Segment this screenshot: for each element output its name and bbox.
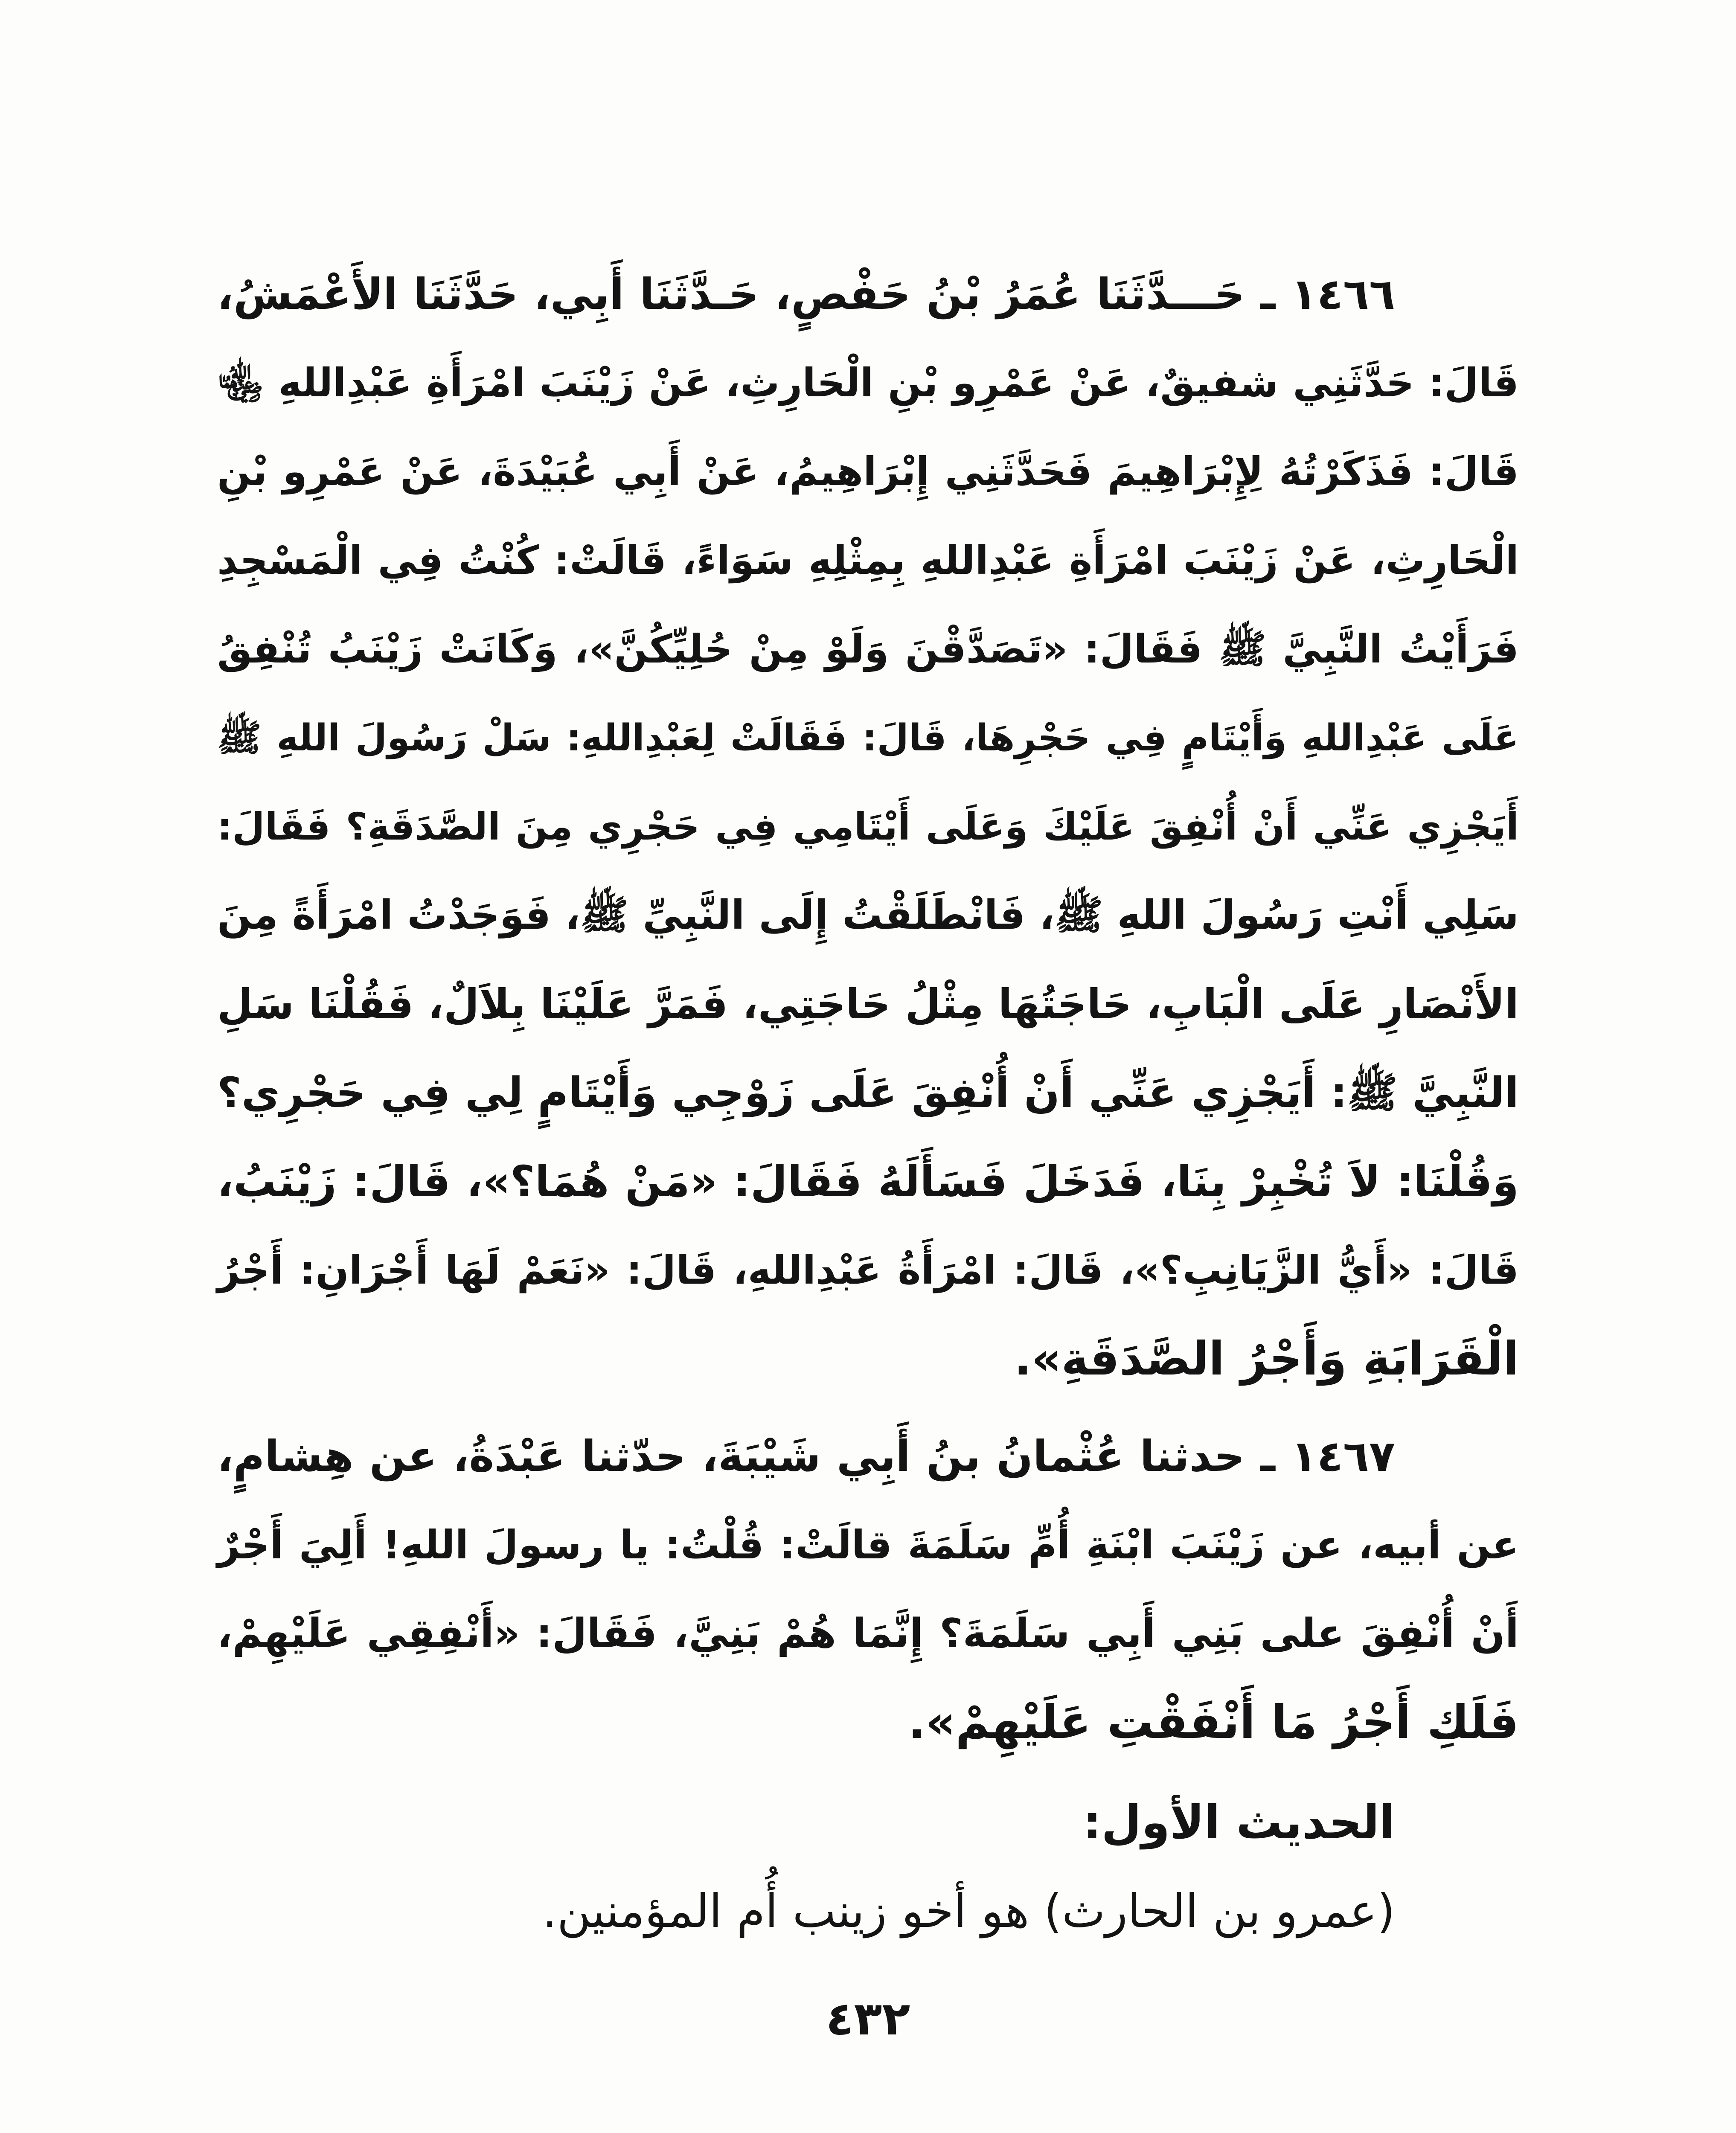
hadith-text-line: أَيَجْزِي عَنِّي أَنْ أُنْفِقَ عَلَيْكَ وَعَلَى أَيْتَامِي فِي حَجْرِي مِنَ الصَّدَقَةِ؟ فَقَالَ: bbox=[217, 805, 1519, 849]
hadith-text-line bbox=[217, 1412, 1519, 1501]
hadith-text-line: قَالَ: حَدَّثَنِي شفيقٌ، عَنْ عَمْرِو بْنِ الْحَارِثِ، عَنْ زَيْنَبَ امْرَأَةِ عَبْدِاللهِ ﵄ bbox=[217, 360, 1519, 406]
page-number: ٤٣٢ bbox=[826, 1992, 910, 2046]
hadith-text-line: الْقَرَابَةِ وَأَجْرُ الصَّدَقَةِ». bbox=[1014, 1332, 1519, 1386]
hadith-text: ـ حَـــدَّثَنَا عُمَرُ بْنُ حَفْصٍ، حَـدَّثَنَا أَبِي، حَدَّثَنَا الأَعْمَشُ، bbox=[217, 269, 1276, 319]
hadith-text-line: قَالَ: فَذَكَرْتُهُ لِإِبْرَاهِيمَ فَحَدَّثَنِي إِبْرَاهِيمُ، عَنْ أَبِي عُبَيْدَةَ، عَنْ عَمْرِو بْنِ bbox=[217, 449, 1519, 494]
hadith-text-line: أَنْ أُنْفِقَ على بَنِي أَبِي سَلَمَةَ؟ إِنَّمَا هُمْ بَنِيَّ، فَقَالَ: «أَنْفِقِي عَلَيْهِمْ، bbox=[217, 1610, 1519, 1657]
hadith-text-line: وَقُلْنَا: لاَ تُخْبِرْ بِنَا، فَدَخَلَ فَسَأَلَهُ فَقَالَ: «مَنْ هُمَا؟»، قَالَ: زَيْنَبُ، bbox=[217, 1157, 1519, 1206]
hadith-text-line: فَلَكِ أَجْرُ مَا أَنْفَقْتِ عَلَيْهِمْ». bbox=[908, 1696, 1519, 1749]
hadith-number: ١٤٦٧ bbox=[1291, 1431, 1395, 1481]
hadith-text-line: عَلَى عَبْدِاللهِ وَأَيْتَامٍ فِي حَجْرِهَا، قَالَ: فَقَالَتْ لِعَبْدِاللهِ: سَلْ رَسُولَ اللهِ ﷺ bbox=[217, 717, 1519, 759]
hadith-1467 bbox=[217, 1412, 1519, 1767]
hadith-text-line bbox=[217, 250, 1519, 339]
hadith-text: ـ حدثنا عُثْمانُ بنُ أَبِي شَيْبَةَ، حدّثنا عَبْدَةُ، عن هِشامٍ، bbox=[217, 1431, 1275, 1481]
hadith-text-line: الْحَارِثِ، عَنْ زَيْنَبَ امْرَأَةِ عَبْدِاللهِ بِمِثْلِهِ سَوَاءً، قَالَتْ: كُنْتُ فِي الْمَسْجِدِ bbox=[217, 538, 1519, 583]
commentary-note: (عمرو بن الحارث) هو أخو زينب أُم المؤمنين. bbox=[542, 1885, 1395, 1938]
commentary-heading: الحديث الأول: bbox=[1083, 1796, 1395, 1849]
hadith-text-line: قَالَ: «أَيُّ الزَّيَانِبِ؟»، قَالَ: امْرَأَةُ عَبْدِاللهِ، قَالَ: «نَعَمْ لَهَا أَجْرَانِ: أَجْرُ bbox=[217, 1247, 1519, 1293]
commentary-section bbox=[217, 1778, 1519, 1956]
hadith-number: ١٤٦٦ bbox=[1291, 269, 1395, 319]
hadith-text-line: فَرَأَيْتُ النَّبِيَّ ﷺ فَقَالَ: «تَصَدَّقْنَ وَلَوْ مِنْ حُلِيِّكُنَّ»، وَكَانَتْ زَيْنَبُ تُنْفِقُ bbox=[217, 626, 1519, 672]
hadith-text-line: النَّبِيَّ ﷺ: أَيَجْزِي عَنِّي أَنْ أُنْفِقَ عَلَى زَوْجِي وَأَيْتَامٍ لِي فِي حَجْرِي؟ bbox=[217, 1069, 1519, 1117]
hadith-text-line: سَلِي أَنْتِ رَسُولَ اللهِ ﷺ، فَانْطَلَقْتُ إِلَى النَّبِيِّ ﷺ، فَوَجَدْتُ امْرَأَةً مِنَ bbox=[217, 892, 1519, 939]
hadith-1466 bbox=[217, 250, 1519, 1404]
hadith-text-line: عن أبيه، عن زَيْنَبَ ابْنَةِ أُمِّ سَلَمَةَ قالَتْ: قُلْتُ: يا رسولَ اللهِ! أَلِيَ أَجْرٌ bbox=[217, 1522, 1519, 1568]
hadith-text-line: الأَنْصَارِ عَلَى الْبَابِ، حَاجَتُهَا مِثْلُ حَاجَتِي، فَمَرَّ عَلَيْنَا بِلاَلٌ، فَقُلْنَا سَلِ bbox=[217, 980, 1519, 1028]
